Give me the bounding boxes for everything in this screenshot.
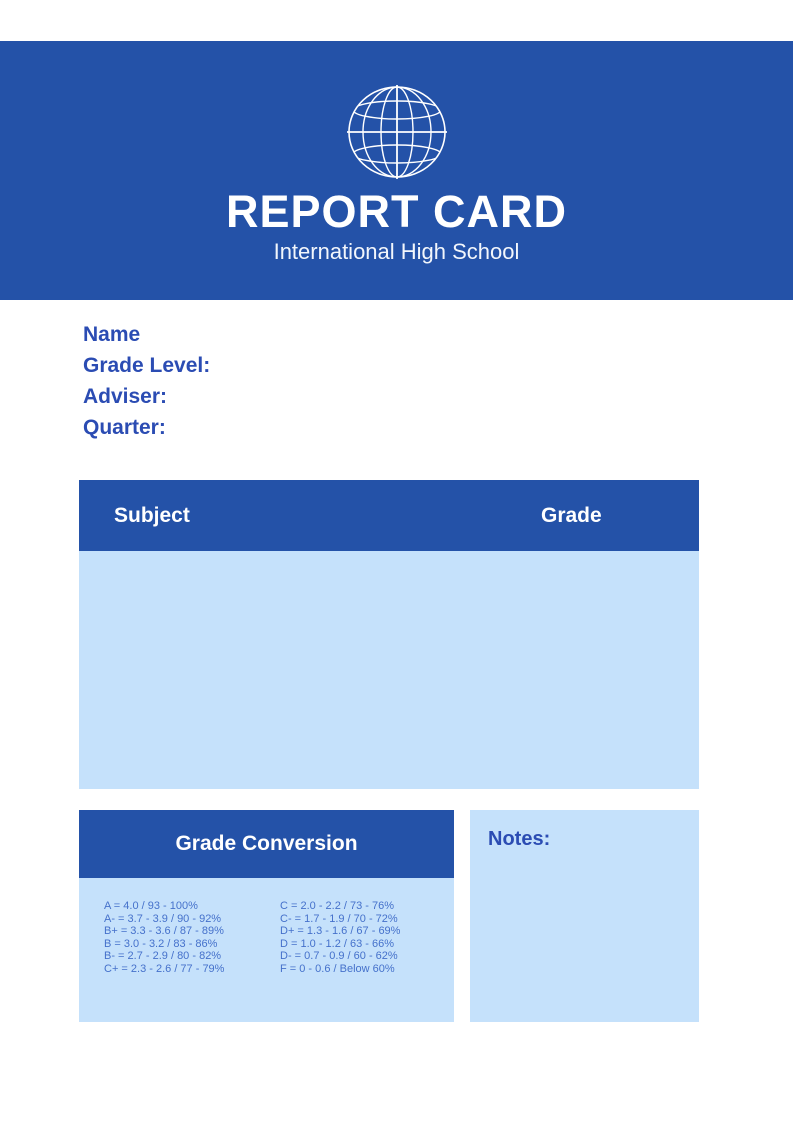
quarter-field[interactable]: Quarter: bbox=[83, 416, 166, 439]
conversion-entry: B = 3.0 - 3.2 / 83 - 86% bbox=[104, 937, 218, 950]
conversion-entry: C = 2.0 - 2.2 / 73 - 76% bbox=[280, 900, 395, 912]
conversion-entry: D+ = 1.3 - 1.6 / 67 - 69% bbox=[280, 925, 401, 937]
column-header-subject: Subject bbox=[114, 503, 190, 527]
conversion-entry: B+ = 3.3 - 3.6 / 87 - 89% bbox=[104, 925, 224, 937]
name-field[interactable]: Name bbox=[83, 323, 141, 346]
school-name: International High School bbox=[273, 239, 520, 264]
grade-conversion-scale bbox=[79, 878, 454, 1022]
globe-icon bbox=[347, 85, 447, 179]
grade-conversion-section bbox=[79, 810, 454, 1022]
conversion-entry: F = 0 - 0.6 / Below 60% bbox=[280, 962, 395, 975]
header-banner bbox=[0, 41, 793, 300]
student-info-block bbox=[83, 319, 210, 443]
grades-table-header-row bbox=[79, 480, 699, 551]
notes-section[interactable] bbox=[470, 810, 699, 1022]
notes-label: Notes: bbox=[488, 828, 551, 850]
conversion-entry: A- = 3.7 - 3.9 / 90 - 92% bbox=[104, 912, 222, 925]
page-title: REPORT CARD bbox=[225, 186, 567, 237]
conversion-entry: C- = 1.7 - 1.9 / 70 - 72% bbox=[280, 912, 398, 925]
column-header-grade: Grade bbox=[541, 503, 602, 527]
conversion-entry: B- = 2.7 - 2.9 / 80 - 82% bbox=[104, 950, 222, 962]
conversion-entry: C+ = 2.3 - 2.6 / 77 - 79% bbox=[104, 962, 225, 975]
conversion-entry: D- = 0.7 - 0.9 / 60 - 62% bbox=[280, 950, 398, 962]
grades-table-body[interactable] bbox=[79, 551, 699, 789]
conversion-entry: A = 4.0 / 93 - 100% bbox=[104, 900, 198, 912]
grade-conversion-title: Grade Conversion bbox=[79, 810, 454, 878]
grade-level-field[interactable]: Grade Level: bbox=[83, 354, 211, 377]
adviser-field[interactable]: Adviser: bbox=[83, 385, 168, 408]
conversion-left-column bbox=[104, 900, 224, 975]
grades-table bbox=[79, 480, 699, 789]
conversion-entry: D = 1.0 - 1.2 / 63 - 66% bbox=[280, 937, 395, 950]
conversion-right-column bbox=[280, 900, 400, 975]
